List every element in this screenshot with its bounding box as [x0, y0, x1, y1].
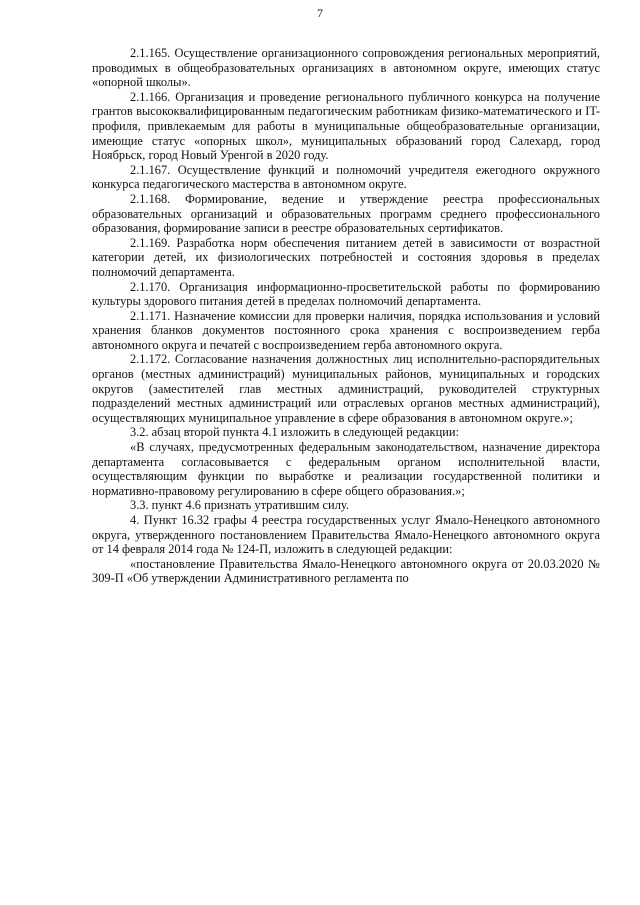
- paragraph-2-1-165: 2.1.165. Осуществление организационного сопровождения региональных мероприятий, проводимых в общеобразовательных организациях в автономном округе, имеющих статус «опорной школы».: [92, 46, 600, 90]
- paragraph-2-1-170: 2.1.170. Организация информационно-просветительской работы по формированию культуры здорового питания детей в пределах полномочий департамента.: [92, 279, 600, 309]
- document-body: [92, 46, 600, 586]
- paragraph-2-1-168: 2.1.168. Формирование, ведение и утверждение реестра профессиональных образовательных организаций и образовательных программ среднего профессионального образования, формирование записи в реестре образовательных сертификатов.: [92, 191, 600, 236]
- paragraph-4-quote: «постановление Правительства Ямало-Ненецкого автономного округа от 20.03.2020 № 309-П «Об утверждении Административного регламента по: [92, 556, 600, 586]
- paragraph-2-1-172: 2.1.172. Согласование назначения должностных лиц исполнительно-распорядительных органов (местных администраций) муниципальных районов, муниципальных и городских округов (заместителей глав местных администраций, руководителей структурных подразделений местных администраций или отраслевых органов местных администраций), осуществляющих муниципальное управление в сфере образования в автономном округе.»;: [92, 352, 600, 425]
- paragraph-3-3: 3.3. пункт 4.6 признать утратившим силу.: [130, 498, 349, 513]
- paragraph-3-2-quote: «В случаях, предусмотренных федеральным законодательством, назначение директора департамента согласовывается с федеральным органом исполнительной власти, осуществляющим функции по выработке и реализации государственной политики и нормативно-правовому регулированию в сфере общего образования.»;: [92, 440, 600, 498]
- paragraph-2-1-166: 2.1.166. Организация и проведение регионального публичного конкурса на получение грантов высококвалифицированным педагогическим работникам физико-математического и IT-профиля, привлекаемым для работы в муниципальные общеобразовательные организации, имеющие статус «опорных школ», муниципальных образований город Салехард, город Ноябрьск, город Новый Уренгой в 2020 году.: [92, 89, 600, 163]
- page-number: 7: [317, 6, 323, 20]
- paragraph-2-1-167: 2.1.167. Осуществление функций и полномочий учредителя ежегодного окружного конкурса педагогического мастерства в автономном округе.: [92, 162, 600, 192]
- paragraph-2-1-171: 2.1.171. Назначение комиссии для проверки наличия, порядка использования и условий хранения бланков документов постоянного срока хранения с воспроизведением герба автономного округа и печатей с воспроизведением герба автономного округа.: [92, 308, 600, 352]
- paragraph-4: 4. Пункт 16.32 графы 4 реестра государственных услуг Ямало-Ненецкого автономного округа, утвержденного постановлением Правительства Ямало-Ненецкого автономного округа от 14 февраля 2014 года № 124-П, изложить в следующей редакции:: [92, 513, 600, 557]
- paragraph-2-1-169: 2.1.169. Разработка норм обеспечения питанием детей в зависимости от возрастной категории детей, их физиологических потребностей и состояния здоровья в пределах полномочий департамента.: [92, 235, 600, 279]
- paragraph-3-2: 3.2. абзац второй пункта 4.1 изложить в следующей редакции:: [130, 425, 459, 440]
